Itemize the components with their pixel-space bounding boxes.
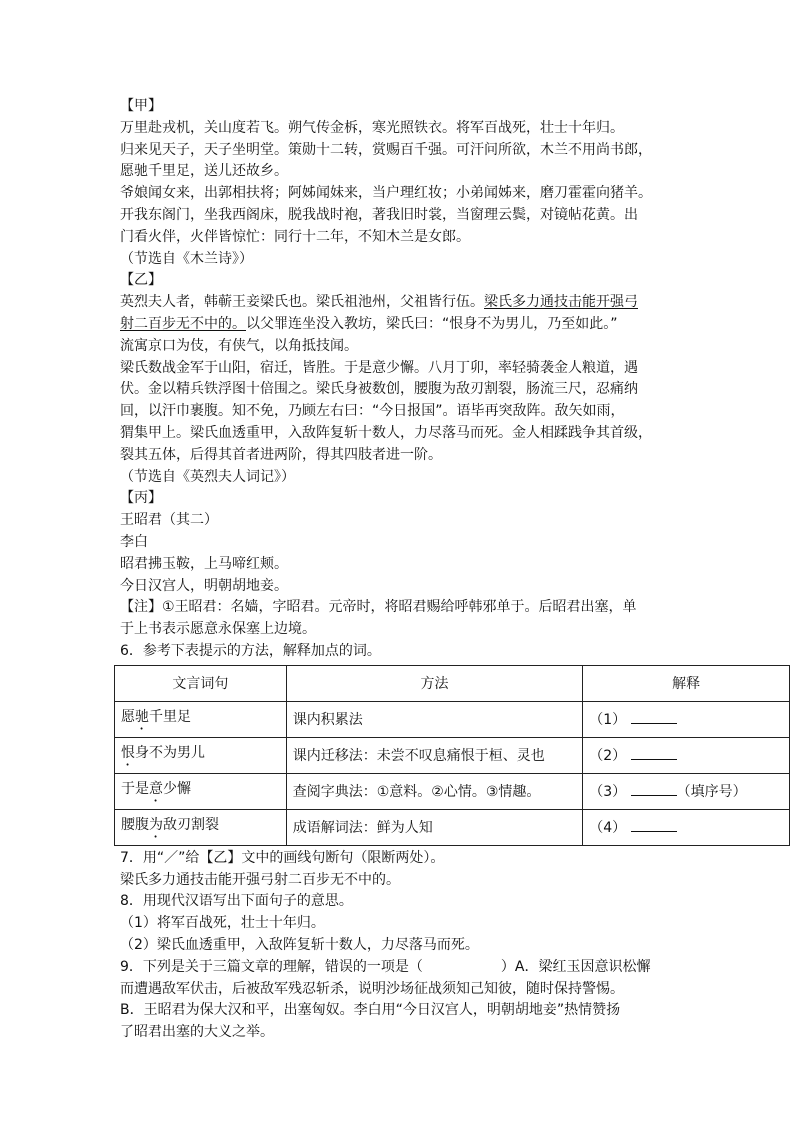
jia-line: 开我东阁门，坐我西阁床，脱我战时袍，著我旧时裳，当窗理云鬓，对镜帖花黄。出 xyxy=(120,206,638,223)
phrase-cell xyxy=(115,701,287,737)
question-6-table xyxy=(114,665,790,846)
table-header-cell: 文言词句 xyxy=(115,665,287,701)
yi-line xyxy=(120,314,688,336)
phrase-cell xyxy=(115,737,287,773)
yi-line: 裂其五体，后得其首者进两阶，得其四肢者进一阶。 xyxy=(120,446,442,463)
poem-line: 今日汉宫人，明朝胡地妾。 xyxy=(120,577,288,594)
phrase-text: 于是 xyxy=(121,780,149,797)
answer-suffix: （填序号） xyxy=(676,784,747,801)
answer-number: （1） xyxy=(589,712,627,729)
yi-source: （节选自《英烈夫人词记》） xyxy=(120,468,295,485)
jia-line: 愿驰千里足，送儿还故乡。 xyxy=(120,163,288,180)
document-page xyxy=(120,96,747,1044)
question-7-prompt: 7．用“／”给【乙】文中的画线句断句（限断两处）。 xyxy=(120,849,445,866)
answer-number: （2） xyxy=(589,748,627,765)
jia-line: 爷娘闻女来，出郭相扶将；阿姊闻妹来，当户理红妆；小弟闻姊来，磨刀霍霍向猪羊。 xyxy=(120,185,652,202)
answer-number: （3） xyxy=(589,784,627,801)
method-cell: 查阅字典法：①意料。②心情。③情趣。 xyxy=(286,773,583,809)
phrase-text: 千里足 xyxy=(149,708,191,725)
yi-line: 回，以汗巾裹腹。知不免，乃顾左右曰：“今日报国”。语毕再突敌阵。敌矢如雨， xyxy=(120,403,625,420)
section-label-bing: 【丙】 xyxy=(120,490,162,507)
answer-cell xyxy=(583,737,790,773)
yi-line xyxy=(120,292,688,314)
answer-blank[interactable] xyxy=(631,817,677,832)
method-cell: 课内迁移法：未尝不叹息痛恨于桓、灵也 xyxy=(286,737,583,773)
table-header-row xyxy=(115,665,790,701)
question-9-option-a: ）A．梁红玉因意识松懈 xyxy=(500,958,651,975)
yi-line: 流寓京口为伎，有侠气，以角抵技闻。 xyxy=(120,337,358,354)
section-label-jia: 【甲】 xyxy=(120,98,162,114)
section-label-yi: 【乙】 xyxy=(120,272,162,289)
question-9-line: 了昭君出塞的大义之举。 xyxy=(120,1024,274,1041)
phrase-text: 身不为男儿 xyxy=(135,744,205,761)
jia-line: 归来见天子，天子坐明堂。策勋十二转，赏赐百千强。可汗问所欲，木兰不用尚书郎， xyxy=(120,141,652,158)
question-6-prompt: 6．参考下表提示的方法，解释加点的词。 xyxy=(120,642,381,659)
yi-underlined-sentence: 梁氏多力通技击能开强弓 xyxy=(484,294,638,311)
question-9-line: 而遭遇敌军伏击，后被敌军残忍斩杀，说明沙场征战须知己知彼，随时保持警惕。 xyxy=(120,980,624,997)
phrase-cell xyxy=(115,773,287,809)
answer-blank[interactable] xyxy=(631,781,677,796)
phrase-text: 少懈 xyxy=(163,780,191,797)
table-row xyxy=(115,773,790,809)
method-cell: 成语解词法：鲜为人知 xyxy=(286,809,583,845)
jia-source: （节选自《木兰诗》） xyxy=(120,250,253,267)
answer-cell xyxy=(583,809,790,845)
dotted-word: 驰 xyxy=(135,708,149,725)
yi-line: 猬集甲上。梁氏血透重甲，入敌阵复斩十数人，力尽落马而死。金人相蹂践争其首级， xyxy=(120,424,652,441)
poem-line: 昭君拂玉鞍，上马啼红颊。 xyxy=(120,555,288,572)
phrase-text: 愿 xyxy=(121,708,135,725)
yi-text: 以父罪连坐没入教坊，梁氏曰：“恨身不为男儿，乃至如此。” xyxy=(246,315,618,332)
phrase-text: 腰腹 xyxy=(121,816,149,833)
answer-blank[interactable] xyxy=(631,709,677,724)
note-line: 于上书表示愿意永保塞上边境。 xyxy=(120,621,316,638)
yi-underlined-sentence: 射二百步无不中的。 xyxy=(120,315,246,332)
table-row xyxy=(115,701,790,737)
dotted-word: 为 xyxy=(149,816,163,833)
table-header-cell: 方法 xyxy=(286,665,583,701)
note-label: 【注】 xyxy=(120,599,162,616)
question-7-sentence: 梁氏多力通技击能开强弓射二百步无不中的。 xyxy=(120,871,400,888)
note-text: ①王昭君：名嫱，字昭君。元帝时，将昭君赐给呼韩邪单于。后昭君出塞，单 xyxy=(162,599,637,616)
phrase-text: 敌刃割裂 xyxy=(163,816,219,833)
question-8-item: （2）梁氏血透重甲，入敌阵复斩十数人，力尽落马而死。 xyxy=(120,936,479,953)
question-8-item: （1）将军百战死，壮士十年归。 xyxy=(120,915,325,932)
answer-cell xyxy=(583,773,790,809)
jia-line: 万里赴戎机，关山度若飞。朔气传金柝，寒光照铁衣。将军百战死，壮士十年归。 xyxy=(120,119,624,136)
table-row xyxy=(115,809,790,845)
phrase-cell xyxy=(115,809,287,845)
table-row xyxy=(115,737,790,773)
yi-line: 伏。金以精兵铁浮图十倍围之。梁氏身被数创，腰腹为敌刃割裂，肠流三尺，忍痛纳 xyxy=(120,381,638,398)
poem-title: 王昭君（其二） xyxy=(120,512,218,529)
dotted-word: 意 xyxy=(149,780,163,797)
note-line xyxy=(120,597,688,619)
question-9-text: 9．下列是关于三篇文章的理解，错误的一项是（ xyxy=(120,958,423,975)
dotted-word: 恨 xyxy=(121,744,135,761)
jia-line: 门看火伴，火伴皆惊忙：同行十二年，不知木兰是女郎。 xyxy=(120,228,470,245)
answer-number: （4） xyxy=(589,820,627,837)
method-cell: 课内积累法 xyxy=(286,701,583,737)
yi-line: 梁氏数战金军于山阳，宿迁，皆胜。于是意少懈。八月丁卯，率轻骑袭金人粮道，遇 xyxy=(120,359,638,376)
poem-author: 李白 xyxy=(120,533,148,550)
answer-blank[interactable] xyxy=(631,745,677,760)
answer-cell xyxy=(583,701,790,737)
table-header-cell: 解释 xyxy=(583,665,790,701)
question-8-prompt: 8．用现代汉语写出下面句子的意思。 xyxy=(120,893,353,910)
question-9-line: B．王昭君为保大汉和平，出塞匈奴。李白用“今日汉宫人，明朝胡地妾”热情赞扬 xyxy=(120,1002,621,1019)
question-9-prompt xyxy=(120,957,688,979)
yi-text: 英烈夫人者，韩蕲王妾梁氏也。梁氏祖池州，父祖皆行伍。 xyxy=(120,294,484,311)
